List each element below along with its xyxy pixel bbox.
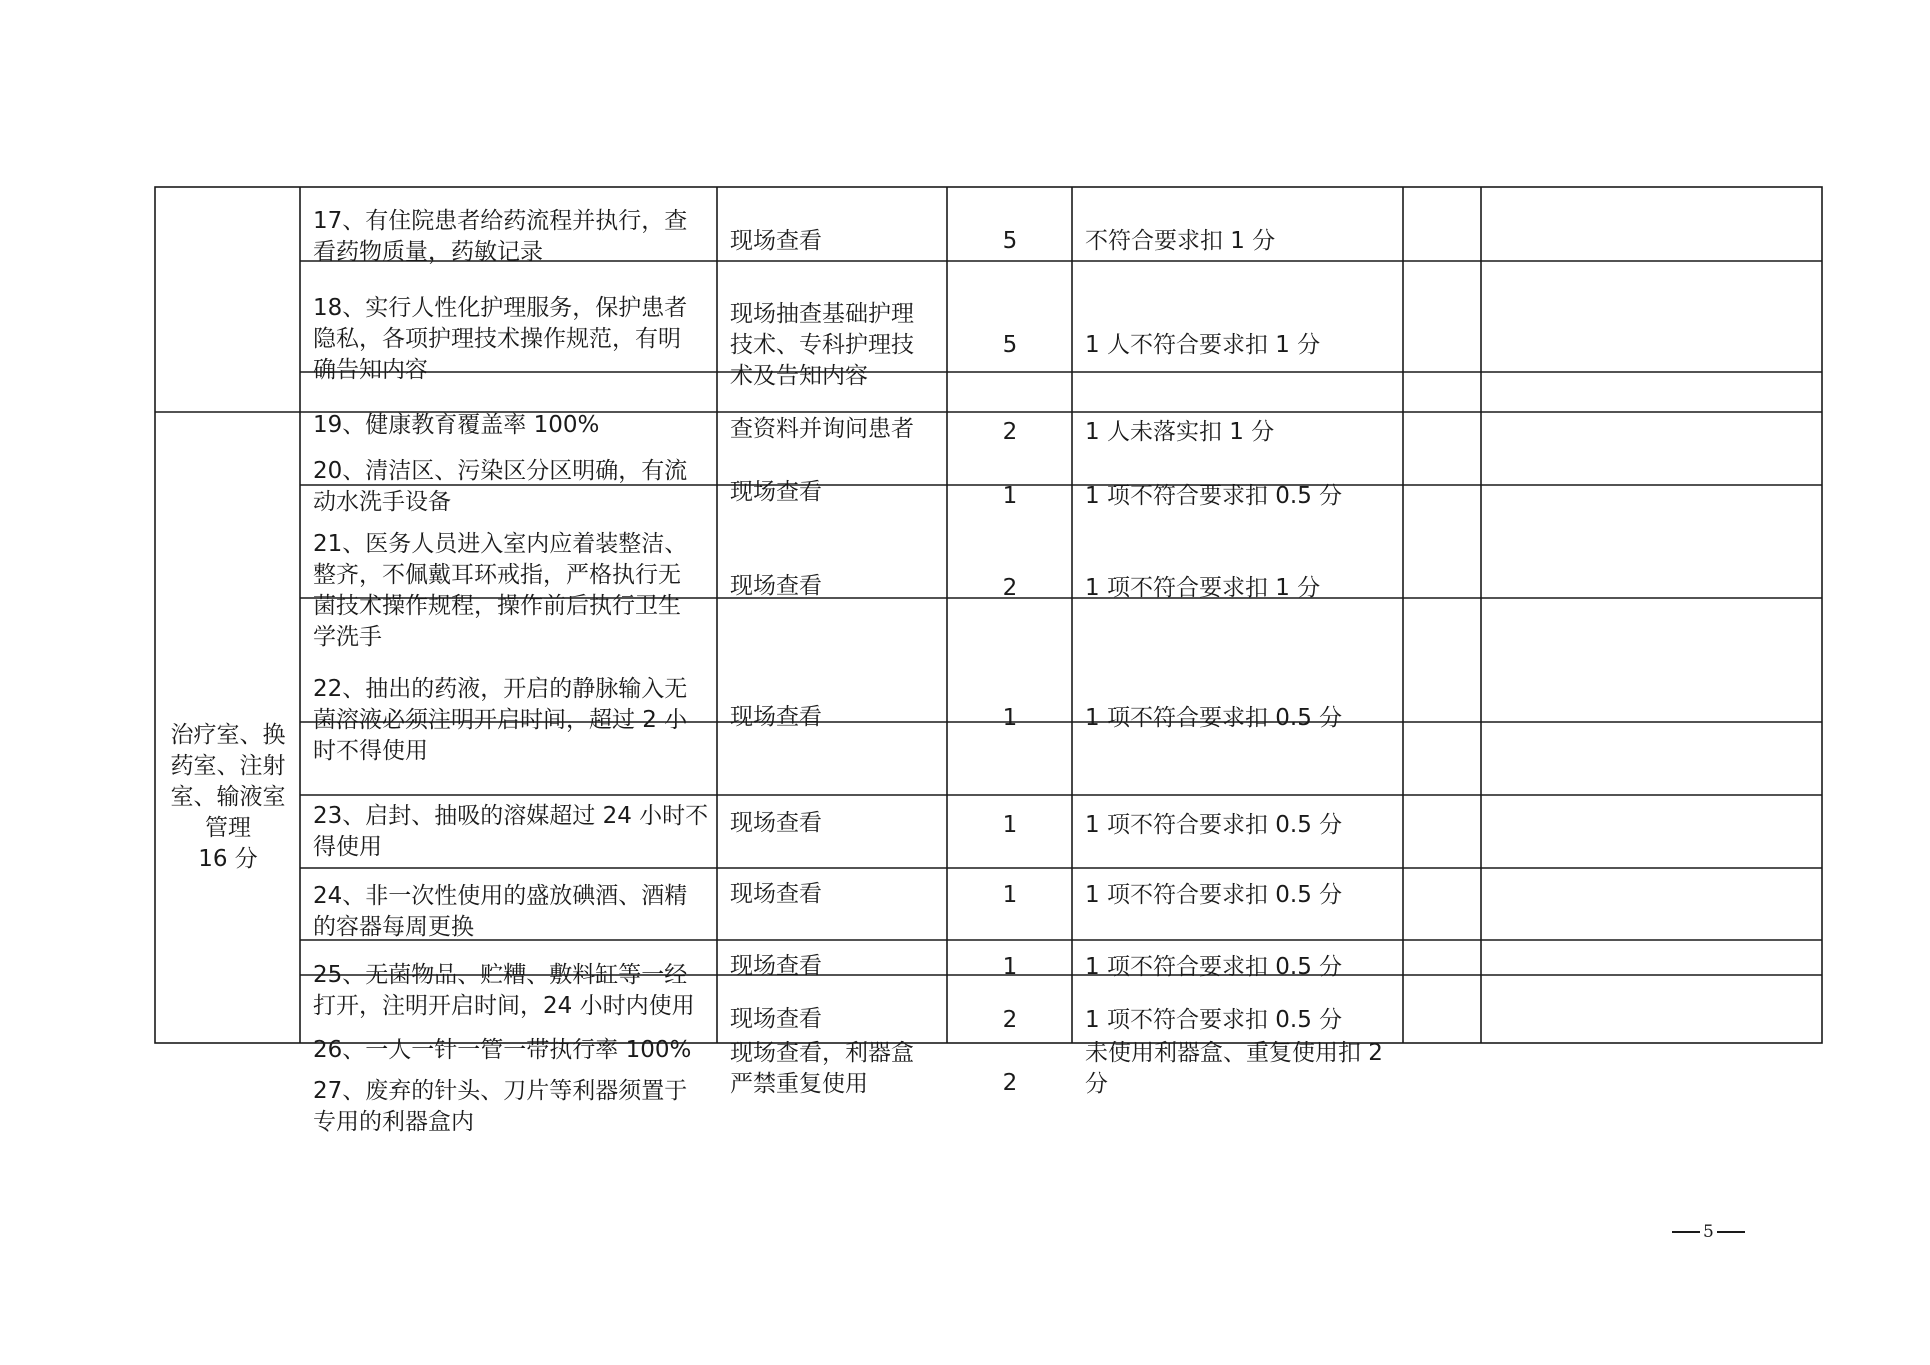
score-17: 5 — [1002, 228, 1018, 254]
score-18: 5 — [1002, 332, 1018, 358]
page-number-text: 5 — [1703, 1222, 1714, 1242]
deduction-18: 1 人不符合要求扣 1 分 — [1085, 332, 1321, 358]
score-27: 2 — [1002, 1070, 1018, 1096]
item-24: 24、非一次性使用的盛放碘酒、酒精 的容器每周更换 — [313, 883, 688, 940]
deduction-27: 未使用利器盒、重复使用扣 2 分 — [1085, 1040, 1383, 1097]
score-26: 2 — [1002, 1007, 1018, 1033]
method-20: 现场查看 — [730, 479, 822, 505]
deduction-26: 1 项不符合要求扣 0.5 分 — [1085, 1007, 1343, 1033]
deduction-19: 1 人未落实扣 1 分 — [1085, 419, 1275, 445]
method-22: 现场查看 — [730, 704, 822, 730]
method-21: 现场查看 — [730, 573, 822, 599]
score-23: 1 — [1002, 812, 1018, 838]
dash-right — [1717, 1231, 1745, 1233]
item-18: 18、实行人性化护理服务，保护患者 隐私，各项护理技术操作规范，有明 确告知内容 — [313, 295, 688, 383]
method-17: 现场查看 — [730, 228, 822, 254]
deduction-24: 1 项不符合要求扣 0.5 分 — [1085, 882, 1343, 908]
score-21: 2 — [1002, 575, 1018, 601]
item-19: 19、健康教育覆盖率 100% — [313, 412, 600, 438]
item-27: 27、废弃的针头、刀片等利器须置于 专用的利器盒内 — [313, 1078, 688, 1135]
deduction-17: 不符合要求扣 1 分 — [1085, 228, 1276, 254]
dash-left — [1672, 1231, 1700, 1233]
deduction-21: 1 项不符合要求扣 1 分 — [1085, 575, 1321, 601]
deduction-25: 1 项不符合要求扣 0.5 分 — [1085, 954, 1343, 980]
score-22: 1 — [1002, 705, 1018, 731]
item-17: 17、有住院患者给药流程并执行，查 看药物质量，药敏记录 — [313, 208, 688, 265]
item-21: 21、医务人员进入室内应着装整洁、 整齐，不佩戴耳环戒指，严格执行无 菌技术操作规程，操作前后执行卫生 学洗手 — [313, 531, 688, 650]
score-24: 1 — [1002, 882, 1018, 908]
method-25: 现场查看 — [730, 953, 822, 979]
method-24: 现场查看 — [730, 881, 822, 907]
item-25: 25、无菌物品、贮糟、敷料缸等一经 打开，注明开启时间，24 小时内使用 — [313, 962, 695, 1019]
method-19: 查资料并询问患者 — [730, 416, 914, 442]
deduction-22: 1 项不符合要求扣 0.5 分 — [1085, 705, 1343, 731]
item-20: 20、清洁区、污染区分区明确，有流 动水洗手设备 — [313, 458, 688, 515]
item-22: 22、抽出的药液，开启的静脉输入无 菌溶液必须注明开启时间，超过 2 小 时不得使用 — [313, 676, 688, 764]
score-19: 2 — [1002, 419, 1018, 445]
item-23: 23、启封、抽吸的溶媒超过 24 小时不 得使用 — [313, 803, 709, 860]
category-label: 治疗室、换 药室、注射 室、输液室 管理 16 分 — [170, 722, 286, 872]
method-18: 现场抽查基础护理 技术、专科护理技 术及告知内容 — [730, 301, 914, 389]
score-25: 1 — [1002, 954, 1018, 980]
method-23: 现场查看 — [730, 810, 822, 836]
item-26: 26、一人一针一管一带执行率 100% — [313, 1037, 692, 1063]
method-27: 现场查看，利器盒 严禁重复使用 — [730, 1040, 914, 1097]
page-number — [1672, 1222, 1745, 1242]
deduction-20: 1 项不符合要求扣 0.5 分 — [1085, 483, 1343, 509]
deduction-23: 1 项不符合要求扣 0.5 分 — [1085, 812, 1343, 838]
method-26: 现场查看 — [730, 1006, 822, 1032]
score-20: 1 — [1002, 483, 1018, 509]
